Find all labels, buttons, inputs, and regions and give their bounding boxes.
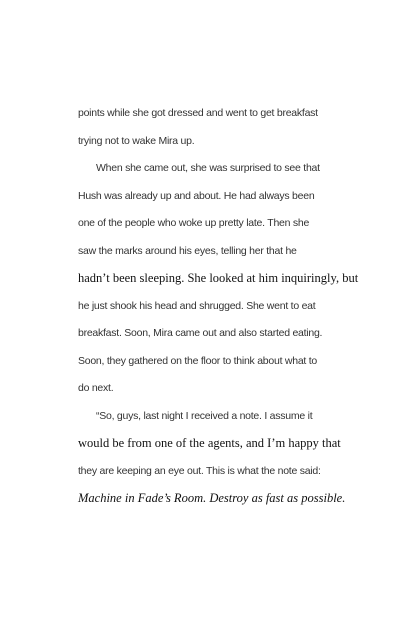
text-line-13: would be from one of the agents, and I’m happy that [78,436,341,450]
text-line-7: hadn’t been sleeping. She looked at him inquiringly, but [78,271,359,285]
text-line-11: do next. [78,382,114,394]
text-line-4: Hush was already up and about. He had always been [78,189,315,202]
text-line-2: trying not to wake Mira up. [78,134,195,147]
text-line-12: “So, guys, last night I received a note. I assume it [96,409,313,422]
text-line-3: When she came out, she was surprised to see that [96,162,320,174]
text-line-6: saw the marks around his eyes, telling her that he [78,244,297,257]
text-line-9: breakfast. Soon, Mira came out and also started eating. [78,327,323,339]
text-line-15: Machine in Fade’s Room. Destroy as fast as possible. [78,491,346,505]
text-line-10: Soon, they gathered on the floor to think about what to [78,354,318,367]
text-line-14: they are keeping an eye out. This is what the note said: [78,464,321,477]
text-line-1: points while she got dressed and went to get breakfast [78,107,318,119]
body-text [78,100,359,513]
text-line-5: one of the people who woke up pretty late. Then she [78,217,310,229]
text-line-8: he just shook his head and shrugged. She went to eat [78,299,316,312]
